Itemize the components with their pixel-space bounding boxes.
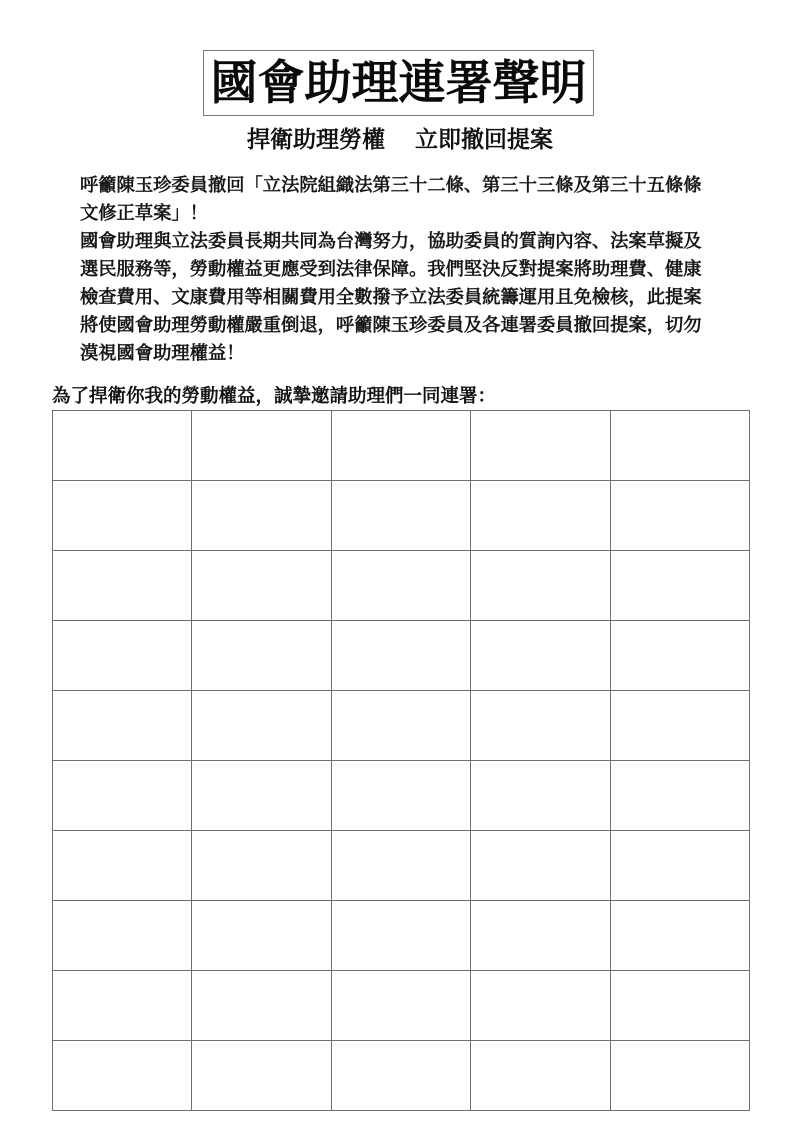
signature-cell[interactable] xyxy=(331,691,470,761)
signature-cell[interactable] xyxy=(610,1041,749,1111)
subtitle-part-1: 捍衛助理勞權 xyxy=(247,126,385,153)
statement-paragraph-2 xyxy=(80,228,740,368)
signature-row xyxy=(53,1041,750,1111)
signature-cell[interactable] xyxy=(53,621,192,691)
signature-row xyxy=(53,481,750,551)
signature-cell[interactable] xyxy=(610,831,749,901)
signature-cell[interactable] xyxy=(610,901,749,971)
signature-cell[interactable] xyxy=(471,621,610,691)
signature-grid xyxy=(52,410,750,1111)
signature-cell[interactable] xyxy=(53,1041,192,1111)
signature-cell[interactable] xyxy=(471,411,610,481)
signature-cell[interactable] xyxy=(471,551,610,621)
signature-cell[interactable] xyxy=(471,761,610,831)
signature-cell[interactable] xyxy=(192,901,331,971)
signature-cell[interactable] xyxy=(53,551,192,621)
signature-cell[interactable] xyxy=(53,691,192,761)
signature-row xyxy=(53,761,750,831)
signature-cell[interactable] xyxy=(192,831,331,901)
statement-body xyxy=(80,172,740,368)
statement-line: 將使國會助理勞動權嚴重倒退，呼籲陳玉珍委員及各連署委員撤回提案，切勿 xyxy=(80,315,702,336)
signature-row xyxy=(53,831,750,901)
signature-row xyxy=(53,411,750,481)
signature-row xyxy=(53,901,750,971)
signature-cell[interactable] xyxy=(610,411,749,481)
signature-row xyxy=(53,971,750,1041)
signature-cell[interactable] xyxy=(53,481,192,551)
signature-row xyxy=(53,551,750,621)
signature-cell[interactable] xyxy=(53,831,192,901)
invite-text: 為了捍衛你我的勞動權益，誠摯邀請助理們一同連署： xyxy=(52,386,497,407)
signature-cell[interactable] xyxy=(53,901,192,971)
signature-cell[interactable] xyxy=(331,411,470,481)
signature-cell[interactable] xyxy=(471,831,610,901)
signature-cell[interactable] xyxy=(331,621,470,691)
signature-cell[interactable] xyxy=(610,691,749,761)
signature-cell[interactable] xyxy=(471,971,610,1041)
signature-cell[interactable] xyxy=(610,761,749,831)
signature-cell[interactable] xyxy=(192,971,331,1041)
statement-paragraph-1 xyxy=(80,172,740,228)
signature-row xyxy=(53,691,750,761)
signature-cell[interactable] xyxy=(53,761,192,831)
signature-cell[interactable] xyxy=(331,481,470,551)
signature-cell[interactable] xyxy=(192,1041,331,1111)
statement-line: 檢查費用、文康費用等相關費用全數撥予立法委員統籌運用且免檢核，此提案 xyxy=(80,287,702,308)
signature-cell[interactable] xyxy=(192,621,331,691)
signature-cell[interactable] xyxy=(331,831,470,901)
signature-cell[interactable] xyxy=(192,411,331,481)
signature-cell[interactable] xyxy=(53,411,192,481)
signature-cell[interactable] xyxy=(331,761,470,831)
signature-row xyxy=(53,621,750,691)
statement-line: 漠視國會助理權益！ xyxy=(80,343,245,364)
signature-cell[interactable] xyxy=(331,901,470,971)
page-title: 國會助理連署聲明 xyxy=(210,55,587,111)
signature-cell[interactable] xyxy=(192,551,331,621)
title-box xyxy=(203,50,594,116)
signature-cell[interactable] xyxy=(192,761,331,831)
signature-cell[interactable] xyxy=(610,481,749,551)
signature-cell[interactable] xyxy=(610,621,749,691)
subtitle-part-2: 立即撤回提案 xyxy=(415,126,553,153)
statement-line: 選民服務等，勞動權益更應受到法律保障。我們堅決反對提案將助理費、健康 xyxy=(80,259,702,280)
signature-cell[interactable] xyxy=(192,481,331,551)
signature-cell[interactable] xyxy=(471,1041,610,1111)
signature-cell[interactable] xyxy=(610,971,749,1041)
signature-cell[interactable] xyxy=(331,971,470,1041)
signature-cell[interactable] xyxy=(471,691,610,761)
statement-line: 文修正草案」！ xyxy=(80,203,208,224)
statement-line: 國會助理與立法委員長期共同為台灣努力，協助委員的質詢內容、法案草擬及 xyxy=(80,231,702,252)
signature-cell[interactable] xyxy=(610,551,749,621)
signature-cell[interactable] xyxy=(53,971,192,1041)
statement-line: 呼籲陳玉珍委員撤回「立法院組織法第三十二條、第三十三條及第三十五條條 xyxy=(80,175,702,196)
signature-cell[interactable] xyxy=(331,551,470,621)
signature-cell[interactable] xyxy=(192,691,331,761)
signature-cell[interactable] xyxy=(471,481,610,551)
signature-cell[interactable] xyxy=(471,901,610,971)
signature-cell[interactable] xyxy=(331,1041,470,1111)
subtitle xyxy=(0,124,800,156)
